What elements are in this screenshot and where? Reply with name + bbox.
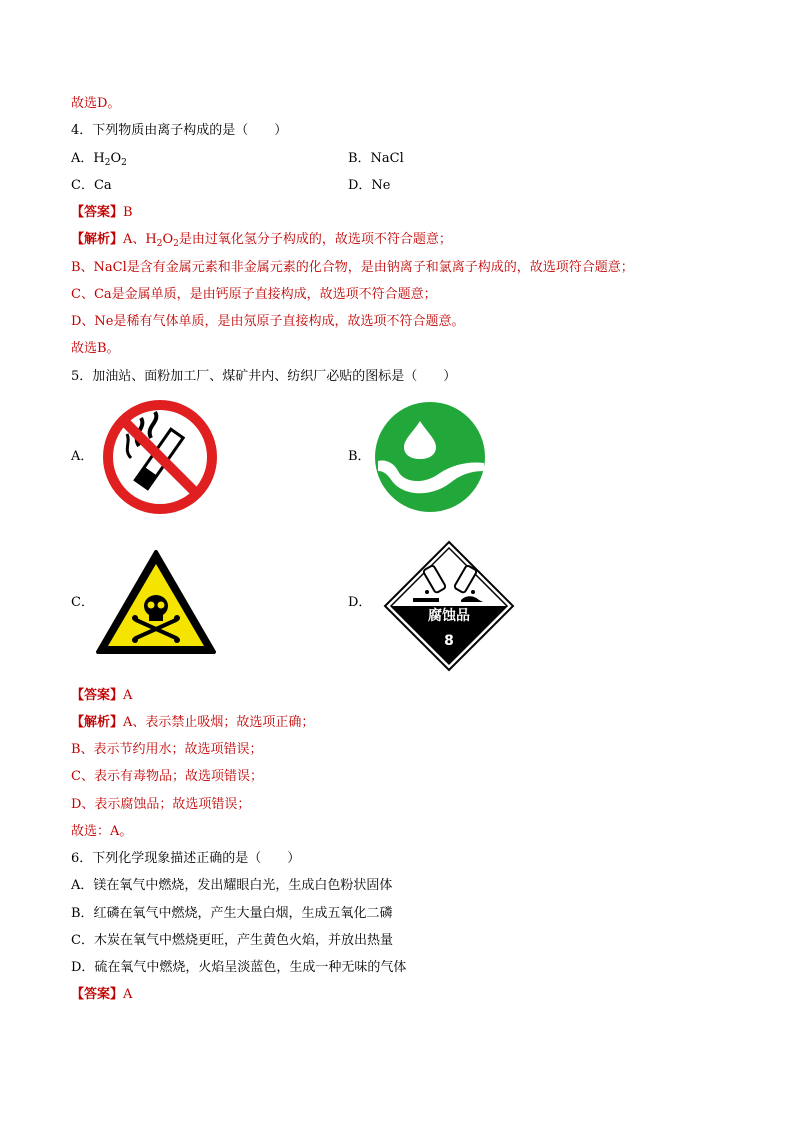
q4-option-b: B．NaCl: [348, 151, 404, 166]
q5-option-c-label: C．: [71, 595, 94, 610]
q5-option-d-label: D．: [348, 595, 372, 610]
q4-analysis-4: D、Ne是稀有气体单质，是由氖原子直接构成，故选项不符合题意。: [71, 314, 465, 329]
q5-analysis-1: 【解析】A、表示禁止吸烟；故选项正确；: [71, 715, 315, 730]
q6-answer: 【答案】A: [71, 987, 133, 1002]
q5-conclusion: 故选：A。: [71, 824, 133, 839]
q4-analysis-3: C、Ca是金属单质，是由钙原子直接构成，故选项不符合题意；: [71, 287, 437, 302]
q6-option-a: A．镁在氧气中燃烧，发出耀眼白光，生成白色粉状固体: [71, 878, 393, 893]
q4-analysis-1: 【解析】A、$H_2O_2$是由过氧化氢分子构成的，故选项不符合题意；: [71, 232, 452, 249]
corrosive-label: 腐蚀品: [428, 608, 470, 624]
q6-stem: 6．下列化学现象描述正确的是（ ）: [71, 851, 301, 866]
q5-analysis-2: B、表示节约用水；故选项错误；: [71, 742, 263, 757]
corrosive-class-number: 8: [444, 633, 454, 649]
q5-stem: 5．加油站、面粉加工厂、煤矿井内、纺织厂必贴的图标是（ ）: [71, 369, 457, 384]
q6-option-c: C．木炭在氧气中燃烧更旺，产生黄色火焰，并放出热量: [71, 933, 393, 948]
q4-conclusion: 故选B。: [71, 341, 120, 356]
q3-conclusion: 故选D。: [71, 96, 121, 111]
toxic-icon: [94, 548, 218, 656]
q4-option-a: A．$H_2O_2$: [71, 151, 127, 168]
q4-stem: 4．下列物质由离子构成的是（ ）: [71, 123, 288, 138]
q6-option-d: D．硫在氧气中燃烧，火焰呈淡蓝色，生成一种无味的气体: [71, 960, 407, 975]
q5-answer: 【答案】A: [71, 688, 133, 703]
q4-answer: 【答案】B: [71, 205, 133, 220]
water-saving-icon: [374, 401, 486, 513]
corrosive-icon: [383, 540, 515, 672]
q4-analysis-2: B、NaCl是含有金属元素和非金属元素的化合物，是由钠离子和氯离子构成的，故选项符合题意；: [71, 260, 634, 275]
q4-option-c: C．Ca: [71, 178, 112, 193]
q4-option-d: D．Ne: [348, 178, 391, 193]
q5-analysis-4: D、表示腐蚀品；故选项错误；: [71, 797, 251, 812]
q6-option-b: B．红磷在氧气中燃烧，产生大量白烟，生成五氧化二磷: [71, 906, 393, 921]
q5-option-a-label: A．: [71, 449, 94, 464]
q5-option-b-label: B．: [348, 449, 371, 464]
q5-analysis-3: C、表示有毒物品；故选项错误；: [71, 769, 263, 784]
no-smoking-icon: [101, 398, 219, 516]
